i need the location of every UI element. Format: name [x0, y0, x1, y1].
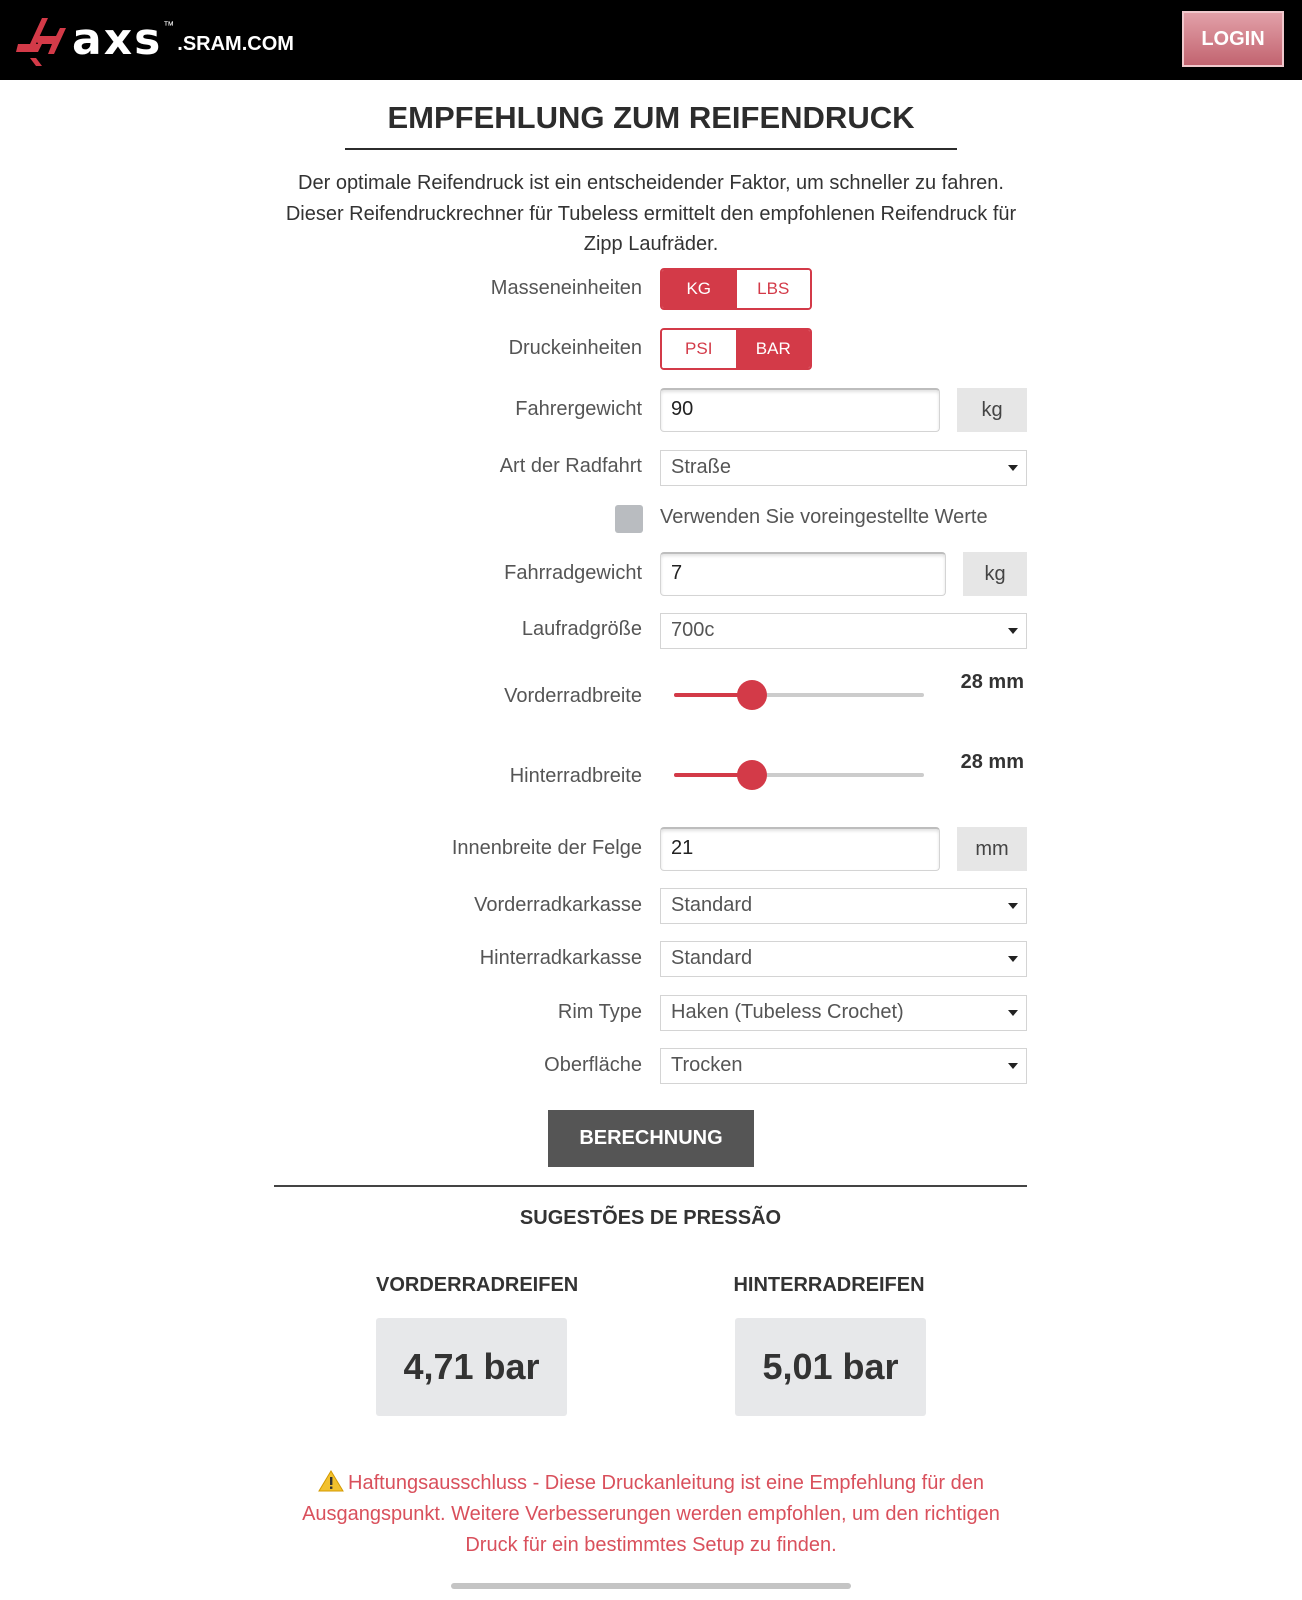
rim-type-label: Rim Type	[557, 1001, 642, 1023]
disclaimer-text: Haftungsausschluss - Diese Druckanleitung ist eine Empfehlung für den Ausgangspunkt. Weitere Verbesserungen werden empfohlen, um den richtigen Druck für ein bestimmtes Setup zu finden.	[302, 1472, 1000, 1556]
chevron-down-icon	[1008, 1063, 1018, 1069]
bike-weight-unit: kg	[963, 552, 1027, 596]
rim-inner-width-unit: mm	[957, 827, 1027, 871]
rear-tire-heading: HINTERRADREIFEN	[733, 1274, 925, 1296]
calculate-button[interactable]: BERECHNUNG	[548, 1110, 754, 1167]
logo-wordmark: axs	[72, 14, 163, 65]
results-title: SUGESTÕES DE PRESSÃO	[519, 1207, 782, 1229]
results-divider	[274, 1185, 1027, 1187]
use-presets-label: Verwenden Sie voreingestellte Werte	[660, 506, 988, 528]
front-tire-pressure: 4,71 bar	[376, 1318, 567, 1416]
home-indicator[interactable]	[451, 1583, 851, 1589]
disclaimer	[290, 1468, 1012, 1561]
rider-weight-unit: kg	[957, 388, 1027, 432]
rear-casing-select[interactable]	[660, 941, 1027, 977]
rear-tire-pressure: 5,01 bar	[735, 1318, 926, 1416]
slider-thumb[interactable]	[737, 680, 767, 710]
ride-type-value: Straße	[671, 456, 732, 478]
intro-text: Der optimale Reifendruck ist ein entscheidender Faktor, um schneller zu fahren. Dieser Reifendruckrechner für Tubeless ermittelt den empfohlenen Reifendruck für Zipp Laufräder.	[285, 172, 1017, 255]
mass-units-toggle	[660, 268, 812, 310]
rim-inner-width-label: Innenbreite der Felge	[451, 837, 642, 859]
front-casing-value: Standard	[671, 894, 753, 916]
chevron-down-icon	[1008, 956, 1018, 962]
rider-weight-label: Fahrergewicht	[515, 398, 642, 420]
rear-casing-value: Standard	[671, 947, 753, 969]
wheel-size-select[interactable]	[660, 613, 1027, 649]
top-navigation-bar	[0, 0, 1302, 80]
mass-unit-kg-option[interactable]: KG	[662, 270, 736, 308]
slider-thumb[interactable]	[737, 760, 767, 790]
chevron-down-icon	[1008, 903, 1018, 909]
surface-label: Oberfläche	[544, 1054, 642, 1076]
front-width-value: 28 mm	[960, 671, 1024, 693]
wheel-size-label: Laufradgröße	[521, 618, 642, 640]
use-presets-checkbox[interactable]	[615, 505, 643, 533]
bike-weight-label: Fahrradgewicht	[504, 562, 642, 584]
front-casing-select[interactable]	[660, 888, 1027, 924]
front-tire-heading: VORDERRADREIFEN	[376, 1274, 579, 1296]
mass-unit-lbs-option[interactable]: LBS	[736, 270, 811, 308]
pressure-unit-psi-option[interactable]: PSI	[662, 330, 736, 368]
rear-width-slider[interactable]	[674, 760, 924, 790]
wheel-size-value: 700c	[671, 619, 715, 641]
rim-inner-width-input[interactable]: 21	[660, 827, 940, 871]
logo-trademark: ™	[163, 20, 175, 32]
chevron-down-icon	[1008, 628, 1018, 634]
pressure-units-label: Druckeinheiten	[508, 337, 642, 359]
ride-type-label: Art der Radfahrt	[499, 455, 642, 477]
surface-select[interactable]	[660, 1048, 1027, 1084]
pressure-units-toggle	[660, 328, 812, 370]
rear-width-value: 28 mm	[960, 751, 1024, 773]
rider-weight-input[interactable]: 90	[660, 388, 940, 432]
front-width-slider[interactable]	[674, 680, 924, 710]
axs-logo[interactable]	[16, 12, 294, 68]
mass-units-label: Masseneinheiten	[490, 277, 642, 299]
axs-mark-icon	[16, 14, 66, 66]
rear-width-label: Hinterradbreite	[509, 765, 642, 787]
logo-domain: .SRAM.COM	[177, 32, 294, 55]
rim-type-value: Haken (Tubeless Crochet)	[671, 1001, 904, 1023]
rim-type-select[interactable]	[660, 995, 1027, 1031]
front-width-label: Vorderradbreite	[504, 685, 642, 707]
chevron-down-icon	[1008, 465, 1018, 471]
pressure-unit-bar-option[interactable]: BAR	[736, 330, 811, 368]
chevron-down-icon	[1008, 1010, 1018, 1016]
bike-weight-input[interactable]: 7	[660, 552, 946, 596]
page-title: EMPFEHLUNG ZUM REIFENDRUCK	[345, 100, 957, 150]
ride-type-select[interactable]	[660, 450, 1027, 486]
rear-casing-label: Hinterradkarkasse	[479, 947, 642, 969]
surface-value: Trocken	[671, 1054, 743, 1076]
warning-icon	[318, 1470, 344, 1492]
login-button[interactable]: LOGIN	[1182, 11, 1284, 67]
front-casing-label: Vorderradkarkasse	[474, 894, 642, 916]
